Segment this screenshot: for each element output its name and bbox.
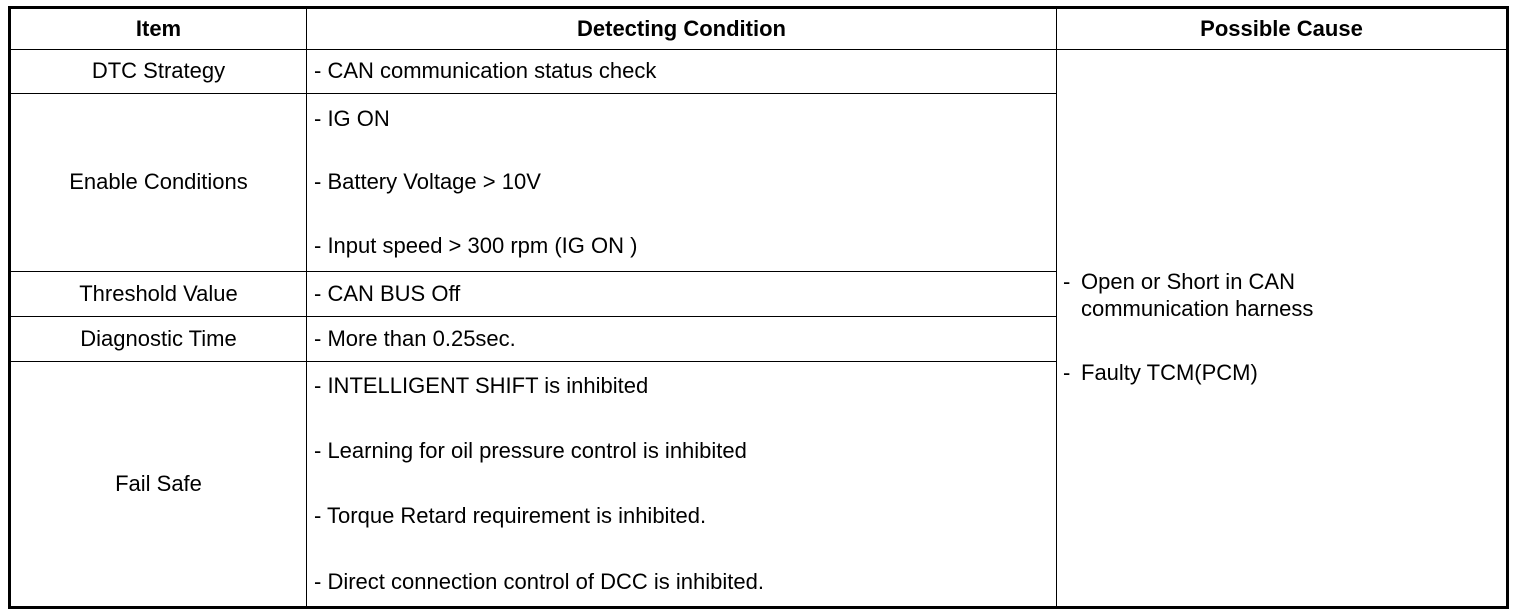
item-diagnostic-time: Diagnostic Time [10, 317, 307, 362]
condition-line: - IG ON [314, 105, 390, 131]
item-fail-safe: Fail Safe [10, 362, 307, 608]
cause-text: Open or Short in CAN communication harness [1081, 269, 1314, 321]
condition-line: - CAN BUS Off [314, 280, 461, 306]
header-item: Item [10, 8, 307, 50]
condition-line: - Direct connection control of DCC is inhibited. [314, 568, 764, 594]
row-dtc-strategy [10, 50, 1508, 94]
condition-line: - INTELLIGENT SHIFT is inhibited [314, 373, 649, 398]
dtc-table [8, 6, 1509, 609]
possible-cause-entry [1063, 269, 1506, 322]
table-header-row [10, 8, 1508, 50]
condition-line: - Torque Retard requirement is inhibited. [314, 503, 707, 529]
header-possible-cause: Possible Cause [1057, 8, 1508, 50]
condition-enable-conditions [307, 94, 1057, 272]
item-enable-conditions: Enable Conditions [10, 94, 307, 272]
condition-dtc-strategy [307, 50, 1057, 94]
possible-cause-list [1063, 269, 1506, 386]
condition-fail-safe [307, 362, 1057, 608]
condition-threshold-value [307, 272, 1057, 317]
cause-dash: - [1063, 269, 1071, 295]
condition-line: - Battery Voltage > 10V [314, 169, 541, 195]
condition-line: - CAN communication status check [314, 58, 657, 84]
condition-line: - More than 0.25sec. [314, 325, 516, 351]
item-threshold-value: Threshold Value [10, 272, 307, 317]
condition-line: - Learning for oil pressure control is inhibited [314, 438, 747, 464]
cause-dash: - [1063, 360, 1071, 386]
condition-diagnostic-time [307, 317, 1057, 362]
possible-cause-cell [1057, 50, 1508, 608]
condition-line: - Input speed > 300 rpm (IG ON ) [314, 233, 638, 259]
item-dtc-strategy: DTC Strategy [10, 50, 307, 94]
header-detecting-condition: Detecting Condition [307, 8, 1057, 50]
possible-cause-entry [1063, 360, 1506, 386]
cause-text: Faulty TCM(PCM) [1081, 360, 1258, 386]
